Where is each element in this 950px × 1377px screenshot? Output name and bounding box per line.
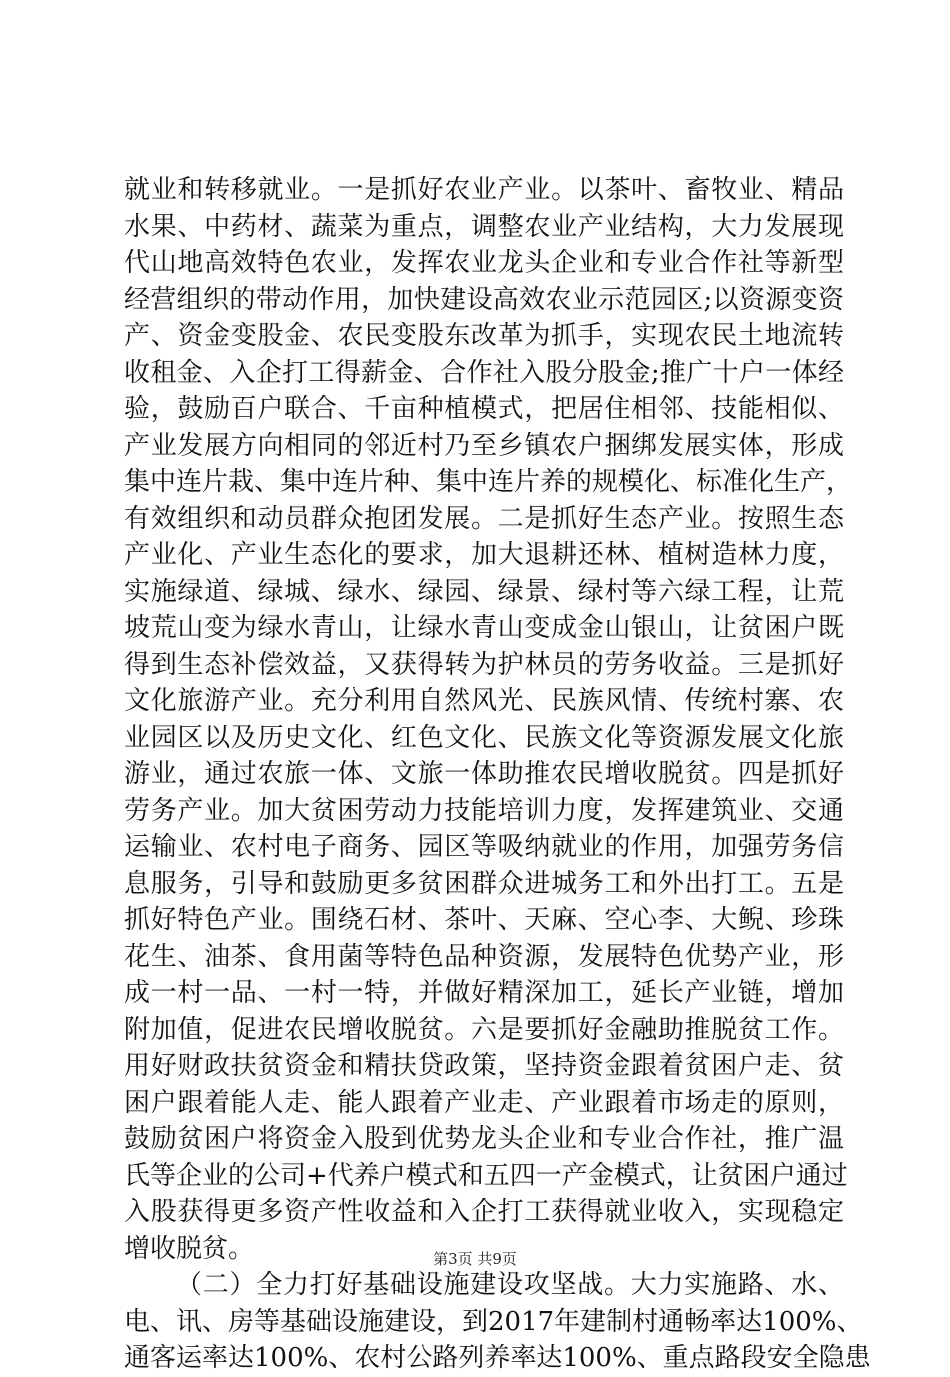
page-footer	[0, 1248, 950, 1269]
text-line: 游业，通过农旅一体、文旅一体助推农民增收脱贫。四是抓好	[124, 759, 844, 789]
text-line: 困户跟着能人走、能人跟着产业走、产业跟着市场走的原则，	[124, 1087, 844, 1118]
text-line: 产、资金变股金、农民变股东改革为抓手，实现农民土地流转	[124, 321, 844, 351]
text-line: 业园区以及历史文化、红色文化、民族文化等资源发展文化旅	[124, 722, 844, 753]
section-heading-line: （二）全力打好基础设施建设攻坚战。大力实施路、水、	[176, 1270, 844, 1300]
text-line: 花生、油茶、食用菌等特色品种资源，发展特色优势产业，形	[124, 941, 844, 972]
text-line: 产业化、产业生态化的要求，加大退耕还林、植树造林力度，	[124, 540, 844, 570]
text-line: 坡荒山变为绿水青山，让绿水青山变成金山银山，让贫困户既	[124, 613, 844, 643]
text-line: 经营组织的带动作用，加快建设高效农业示范园区;以资源变资	[124, 284, 844, 315]
text-line: 集中连片栽、集中连片种、集中连片养的规模化、标准化生产，	[124, 467, 853, 497]
text-line: 验，鼓励百户联合、千亩种植模式，把居住相邻、技能相似、	[124, 394, 844, 424]
text-line: 氏等企业的公司+代养户模式和五四一产金模式，让贫困户通过	[124, 1160, 848, 1191]
text-line: 代山地高效特色农业，发挥农业龙头企业和专业合作社等新型	[124, 248, 844, 278]
page-number: 第3页 共9页	[433, 1250, 517, 1268]
text-line: 水果、中药材、蔬菜为重点，调整农业产业结构，大力发展现	[124, 211, 844, 242]
text-line: 抓好特色产业。围绕石材、茶叶、天麻、空心李、大鲵、珍珠	[124, 905, 844, 935]
text-line: 附加值，促进农民增收脱贫。六是要抓好金融助推脱贫工作。	[124, 1014, 844, 1045]
text-line: 用好财政扶贫资金和精扶贷政策，坚持资金跟着贫困户走、贫	[124, 1051, 844, 1081]
text-line: 入股获得更多资产性收益和入企打工获得就业收入，实现稳定	[124, 1197, 844, 1227]
text-line: 成一村一品、一村一特，并做好精深加工，延长产业链，增加	[124, 978, 844, 1008]
text-line: 实施绿道、绿城、绿水、绿园、绿景、绿村等六绿工程，让荒	[124, 576, 844, 607]
text-line: 劳务产业。加大贫困劳动力技能培训力度，发挥建筑业、交通	[124, 795, 844, 826]
text-line: 电、讯、房等基础设施建设，到2017年建制村通畅率达100%、	[124, 1306, 863, 1337]
text-line: 通客运率达100%、农村公路列养率达100%、重点路段安全隐患	[124, 1343, 871, 1373]
text-line-paragraph-end: 增收脱贫。	[124, 1233, 255, 1264]
text-line: 得到生态补偿效益，又获得转为护林员的劳务收益。三是抓好	[124, 649, 844, 680]
text-line: 文化旅游产业。充分利用自然风光、民族风情、传统村寨、农	[124, 686, 844, 716]
text-line: 息服务，引导和鼓励更多贫困群众进城务工和外出打工。五是	[124, 868, 844, 899]
text-line: 产业发展方向相同的邻近村乃至乡镇农户捆绑发展实体，形成	[124, 430, 844, 461]
text-line: 鼓励贫困户将资金入股到优势龙头企业和专业合作社，推广温	[124, 1124, 844, 1154]
text-line: 就业和转移就业。一是抓好农业产业。以茶叶、畜牧业、精品	[124, 175, 844, 205]
text-line: 收租金、入企打工得薪金、合作社入股分股金;推广十户一体经	[124, 357, 844, 388]
body-text	[124, 172, 871, 1377]
text-line: 运输业、农村电子商务、园区等吸纳就业的作用，加强劳务信	[124, 832, 844, 862]
text-line: 有效组织和动员群众抱团发展。二是抓好生态产业。按照生态	[124, 503, 844, 534]
